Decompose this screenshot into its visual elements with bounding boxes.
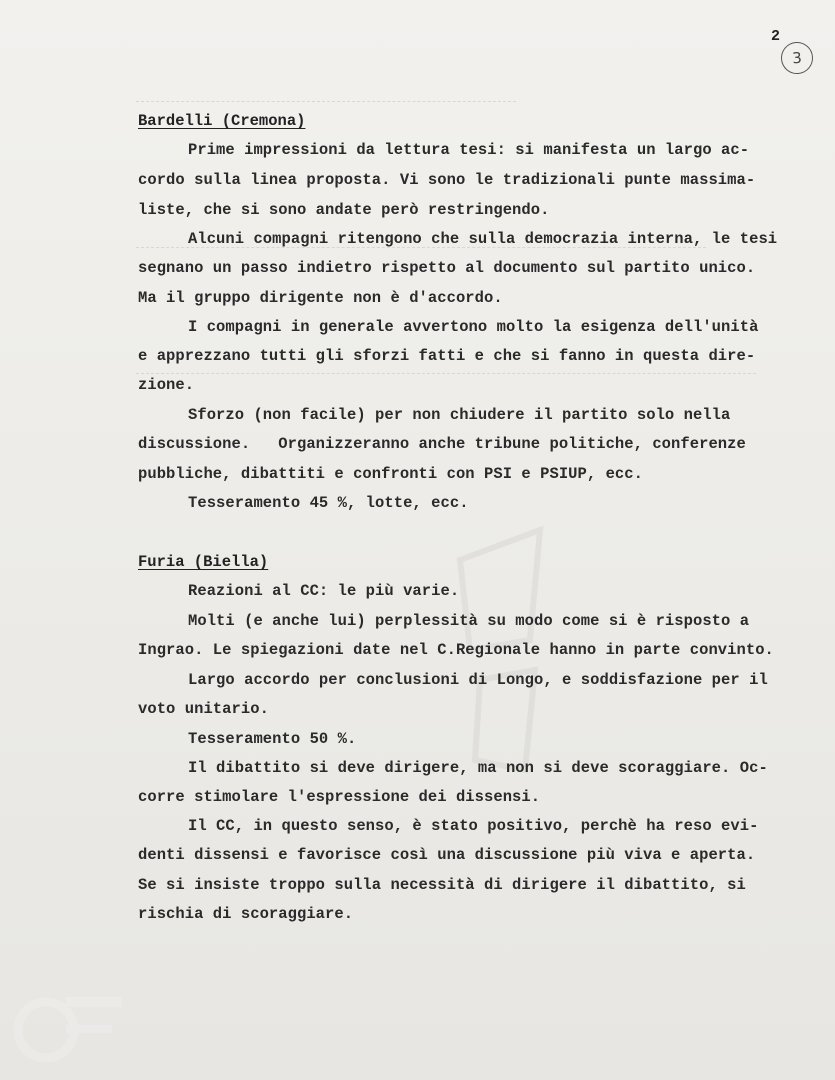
text-line: Il CC, in questo senso, è stato positivo, perchè ha reso evi- bbox=[188, 817, 759, 835]
text-line: Il dibattito si deve dirigere, ma non si deve scoraggiare. Oc- bbox=[188, 759, 768, 777]
text-line: Ingrao. Le spiegazioni date nel C.Regionale hanno in parte convinto. bbox=[138, 641, 774, 659]
text-line: e apprezzano tutti gli sforzi fatti e che si fanno in questa dire- bbox=[138, 347, 756, 365]
text-line: Largo accordo per conclusioni di Longo, e soddisfazione per il bbox=[188, 671, 768, 689]
text-line: voto unitario. bbox=[138, 700, 269, 718]
section-heading-furia: Furia (Biella) bbox=[138, 553, 269, 571]
text-line: corre stimolare l'espressione dei dissensi. bbox=[138, 788, 541, 806]
text-line: pubbliche, dibattiti e confronti con PSI e PSIUP, ecc. bbox=[138, 465, 643, 483]
text-line: denti dissensi e favorisce così una discussione più viva e aperta. bbox=[138, 846, 756, 864]
text-line: Prime impressioni da lettura tesi: si manifesta un largo ac- bbox=[188, 141, 750, 159]
faint-rule bbox=[136, 101, 516, 102]
text-line: Reazioni al CC: le più varie. bbox=[188, 582, 460, 600]
text-line: I compagni in generale avvertono molto la esigenza dell'unità bbox=[188, 318, 759, 336]
circled-page-number: 3 bbox=[780, 41, 814, 75]
text-line: liste, che si sono andate però restringendo. bbox=[138, 201, 550, 219]
text-line: Ma il gruppo dirigente non è d'accordo. bbox=[138, 289, 503, 307]
page-number: 2 bbox=[771, 28, 781, 45]
text-line: Alcuni compagni ritengono che sulla democrazia interna, le tesi bbox=[188, 230, 778, 248]
faint-rule bbox=[136, 373, 756, 374]
text-line: Tesseramento 50 %. bbox=[188, 730, 357, 748]
text-line: Se si insiste troppo sulla necessità di dirigere il dibattito, si bbox=[138, 876, 746, 894]
text-line: zione. bbox=[138, 376, 195, 394]
archive-watermark bbox=[6, 985, 126, 1065]
text-line: Molti (e anche lui) perplessità su modo come si è risposto a bbox=[188, 612, 750, 630]
text-line: Tesseramento 45 %, lotte, ecc. bbox=[188, 494, 469, 512]
text-line: rischia di scoraggiare. bbox=[138, 905, 354, 923]
text-line: Sforzo (non facile) per non chiudere il partito solo nella bbox=[188, 406, 731, 424]
text-line: cordo sulla linea proposta. Vi sono le tradizionali punte massima- bbox=[138, 171, 756, 189]
text-line: segnano un passo indietro rispetto al documento sul partito unico. bbox=[138, 259, 756, 277]
section-heading-bardelli: Bardelli (Cremona) bbox=[138, 112, 306, 130]
text-line: discussione. Organizzeranno anche tribune politiche, conferenze bbox=[138, 435, 746, 453]
